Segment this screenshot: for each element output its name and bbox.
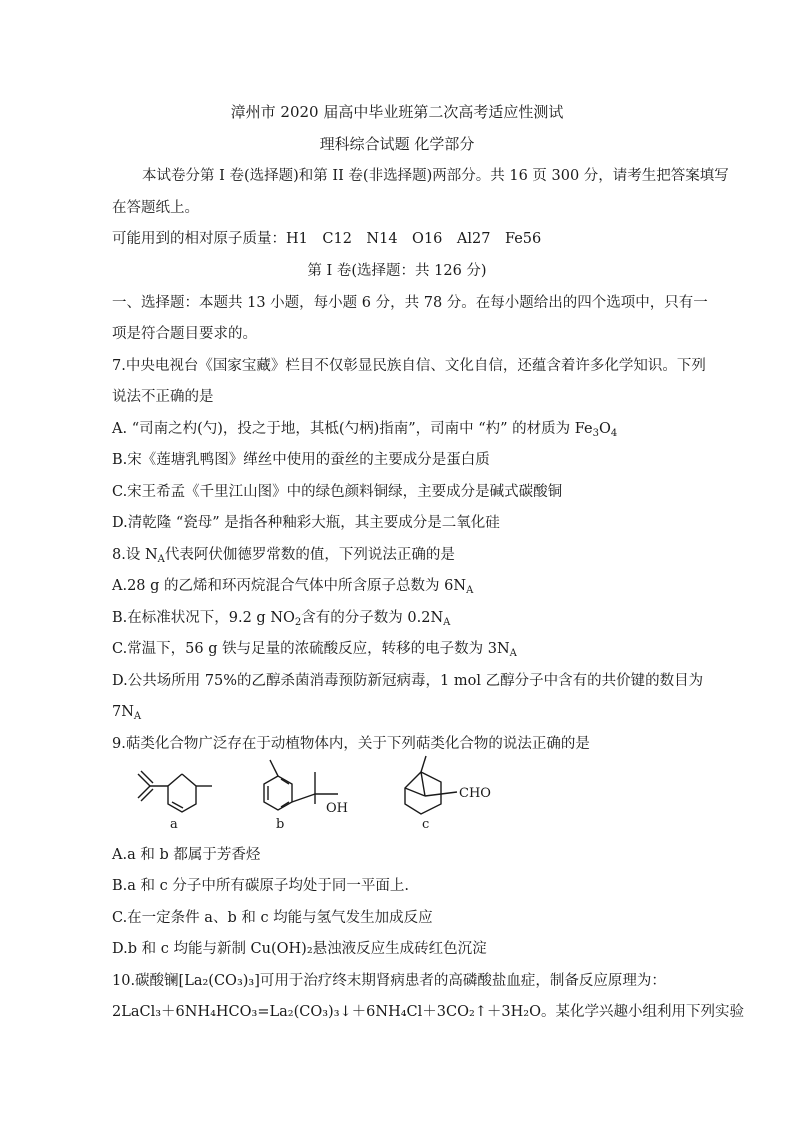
q7-option-a-text: A. “司南之杓(勺)，投之于地，其柢(勺柄)指南”，司南中 “杓” 的材质为 Fe [112, 421, 593, 437]
q8-option-d-2 [112, 702, 141, 722]
section-instructions-1: 一、选择题：本题共 13 小题，每小题 6 分，共 78 分。在每小题给出的四个选项中，只有一 [112, 295, 708, 311]
q10-stem-2: 2LaCl₃＋6NH₄HCO₃=La₂(CO₃)₃↓＋6NH₄Cl＋3CO₂↑＋3H₂O。某化学兴趣小组利用下列实验 [112, 1004, 745, 1020]
na-subscript: A [133, 711, 142, 722]
q7-option-b: B.宋《莲塘乳鸭图》缂丝中使用的蚕丝的主要成分是蛋白质 [112, 452, 490, 468]
q7-stem-2: 说法不正确的是 [112, 389, 214, 405]
q9-option-c: C.在一定条件 a、b 和 c 均能与氢气发生加成反应 [112, 910, 433, 926]
q8-option-b [112, 608, 450, 628]
q8-option-b-pre: B.在标准状况下，9.2 g NO [112, 610, 295, 626]
fe-subscript: 3 [592, 428, 600, 439]
na-subscript: A [466, 585, 474, 596]
q7-option-c: C.宋王希孟《千里江山图》中的绿色颜料铜绿，主要成分是碱式碳酸铜 [112, 484, 563, 500]
o-letter: O [599, 421, 611, 437]
q9-option-d: D.b 和 c 均能与新制 Cu(OH)₂悬浊液反应生成砖红色沉淀 [112, 941, 487, 957]
no2-subscript: 2 [294, 617, 302, 628]
oh-label: OH [326, 801, 348, 816]
q8-stem-pre: 8.设 N [112, 547, 158, 563]
q8-option-a-text: A.28 g 的乙烯和环丙烷混合气体中所含原子总数为 6N [112, 578, 467, 594]
q8-option-b-post: 含有的分子数为 0.2N [301, 610, 444, 626]
q8-option-c-text: C.常温下，56 g 铁与足量的浓硫酸反应，转移的电子数为 3N [112, 641, 510, 657]
q7-stem-1: 7.中央电视台《国家宝藏》栏目不仅彰显民族自信、文化自信，还蕴含着许多化学知识。下列 [112, 358, 706, 374]
q7-option-d: D.清乾隆 “瓷母” 是指各种釉彩大瓶，其主要成分是二氧化硅 [112, 515, 500, 531]
q7-option-a [112, 419, 617, 439]
q8-stem-post: 代表阿伏伽德罗常数的值，下列说法正确的是 [164, 547, 455, 563]
q8-option-d-2-text: 7N [112, 704, 134, 720]
q8-option-d-1: D.公共场所用 75%的乙醇杀菌消毒预防新冠病毒，1 mol 乙醇分子中含有的共价键的数目为 [112, 673, 704, 689]
na-subscript: A [157, 554, 165, 565]
atomic-mass-line: 可能用到的相对原子质量：H1 C12 N14 O16 Al27 Fe56 [112, 231, 542, 247]
o-subscript: 4 [610, 428, 618, 439]
structure-a-label: a [170, 817, 178, 832]
q8-option-a [112, 576, 473, 596]
page-subtitle: 理科综合试题 化学部分 [319, 135, 475, 153]
terpene-structures [0, 752, 794, 832]
page-title: 漳州市 2020 届高中毕业班第二次高考适应性测试 [230, 103, 564, 121]
structure-c [405, 756, 457, 814]
structure-b-label: b [276, 817, 285, 832]
structure-a [138, 771, 212, 812]
na-subscript: A [443, 617, 451, 628]
section-instructions-2: 项是符合题目要求的。 [112, 326, 257, 342]
section-title: 第 I 卷(选择题：共 126 分) [307, 263, 487, 279]
intro-line-1: 本试卷分第 I 卷(选择题)和第 II 卷(非选择题)两部分。共 16 页 300 分，请考生把答案填写 [142, 168, 729, 184]
na-subscript: A [509, 648, 517, 659]
q10-stem-1: 10.碳酸镧[La₂(CO₃)₃]可用于治疗终末期肾病患者的高磷酸盐血症，制备反应原理为： [112, 973, 666, 989]
q8-stem [112, 545, 455, 565]
q9-option-b: B.a 和 c 分子中所有碳原子均处于同一平面上. [112, 878, 409, 894]
q9-option-a: A.a 和 b 都属于芳香烃 [112, 847, 261, 863]
structure-c-label: c [422, 817, 430, 832]
q8-option-c [112, 639, 517, 659]
cho-label: CHO [459, 786, 491, 801]
intro-line-2: 在答题纸上。 [112, 200, 199, 216]
q9-stem: 9.萜类化合物广泛存在于动植物体内，关于下列萜类化合物的说法正确的是 [112, 736, 590, 752]
